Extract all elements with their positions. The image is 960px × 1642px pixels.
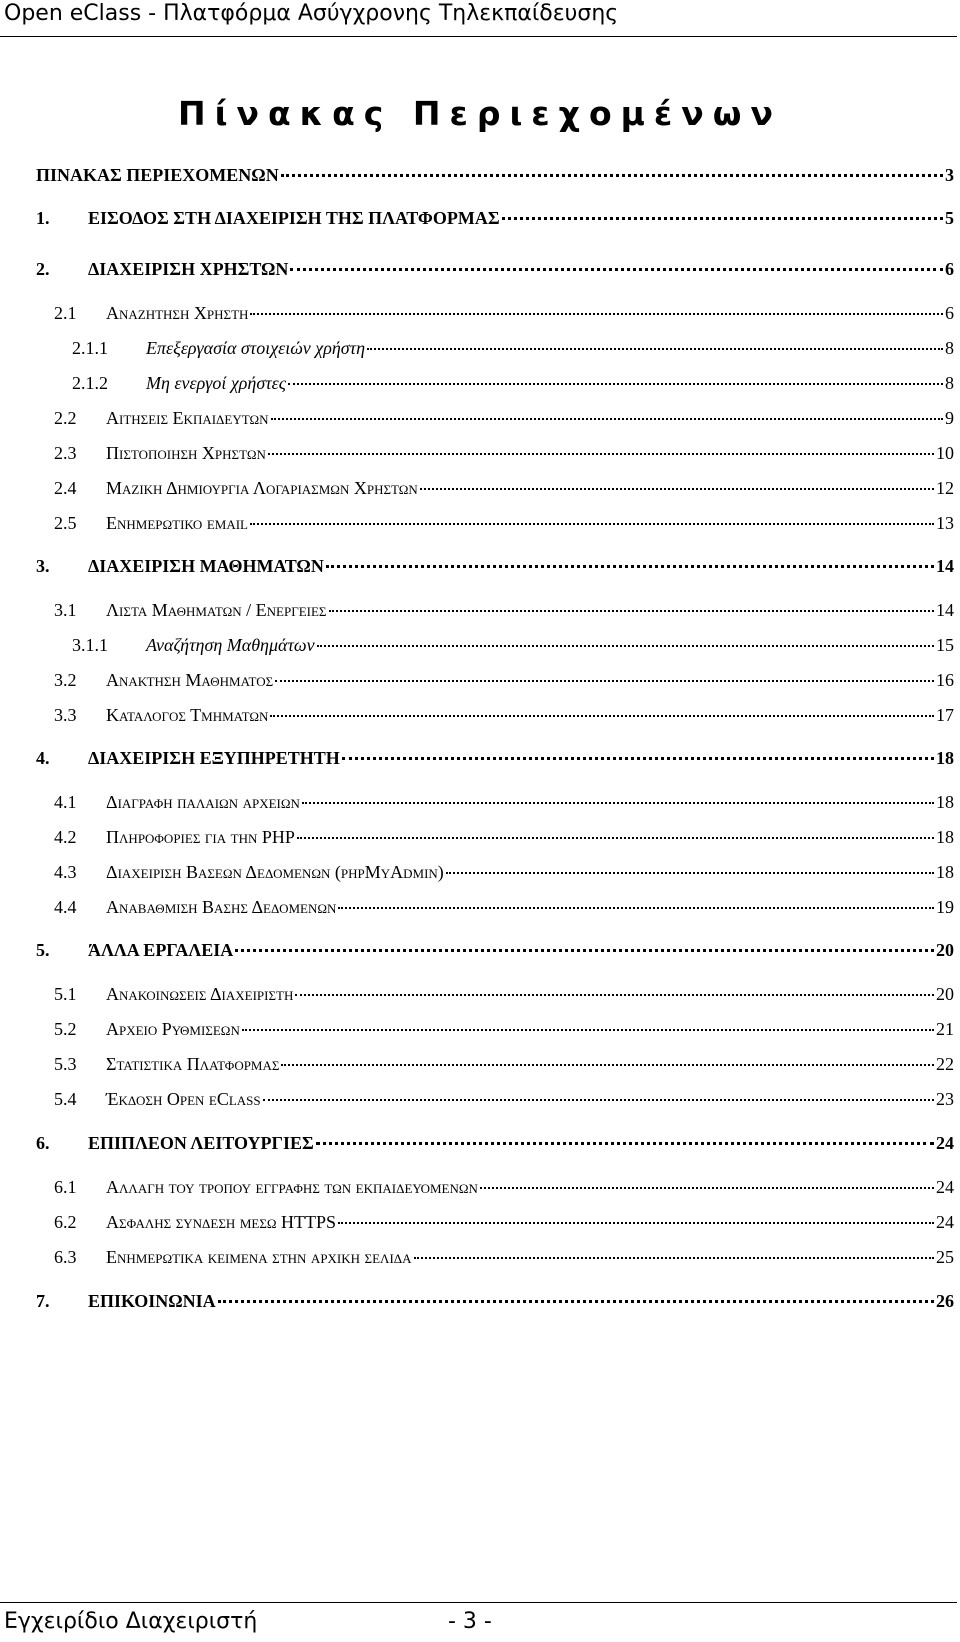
toc-entry-number: 2. <box>36 259 50 279</box>
toc-entry-title: ΕΠΙΠΛΕΟΝ ΛΕΙΤΟΥΡΓΙΕΣ <box>88 1133 314 1153</box>
toc-entry-number: 6.1 <box>54 1177 77 1197</box>
toc-entry-page: 25 <box>936 1247 954 1267</box>
toc-entry-number: 2.2 <box>54 408 77 428</box>
toc-dot-leader <box>281 1064 934 1066</box>
toc-entry-title: ΔΙΑΧΕΙΡΙΣΗ ΧΡΗΣΤΩΝ <box>88 259 289 279</box>
toc-entry-title: ΠΙΝΑΚΑΣ ΠΕΡΙΕΧΟΜΕΝΩΝ <box>36 165 279 185</box>
toc-entry[interactable] <box>0 475 960 501</box>
page-title: Πίνακας Περιεχομένων <box>178 94 782 133</box>
toc-entry[interactable] <box>0 205 960 231</box>
toc-entry-number: 5.1 <box>54 984 77 1004</box>
toc-entry-line <box>106 405 954 431</box>
toc-entry-title: Αρχειο Ρυθμισεων <box>106 1019 240 1039</box>
toc-entry-page: 26 <box>936 1291 954 1311</box>
toc-entry-number: 2.1 <box>54 303 77 323</box>
toc-entry-title: Ασφαλης συνδεση μεσω HTTPS <box>106 1212 337 1232</box>
toc-entry-number: 3.1 <box>54 600 77 620</box>
toc-dot-leader <box>326 565 934 568</box>
toc-entry-title: ΔΙΑΧΕΙΡΙΣΗ ΜΑΘΗΜΑΤΩΝ <box>88 556 324 576</box>
toc-dot-leader <box>414 1257 934 1259</box>
toc-entry-line <box>106 981 954 1007</box>
toc-entry-page: 24 <box>936 1133 954 1153</box>
toc-entry-page: 18 <box>936 827 954 847</box>
toc-dot-leader <box>502 217 943 220</box>
toc-entry-title: Ανακοινωσεις Διαχειριστη <box>106 984 294 1004</box>
toc-entry-line <box>106 440 954 466</box>
toc-entry-title: Μη ενεργοί χρήστες <box>146 373 287 393</box>
toc-entry-line <box>106 824 954 850</box>
toc-entry-title: Αλλαγη του τροπου εγγραφης των εκπαιδευομενων <box>106 1177 478 1197</box>
toc-entry[interactable] <box>0 1130 960 1156</box>
toc-entry-number: 3.1.1 <box>72 635 108 655</box>
toc-entry-title: Πληροφοριες για την PHP <box>106 827 295 847</box>
toc-dot-leader <box>263 1099 934 1101</box>
toc-entry-line <box>106 702 954 728</box>
toc-entry-title: Έκδοση Open eClass <box>106 1089 261 1109</box>
toc-entry-number: 2.5 <box>54 513 77 533</box>
toc-entry-page: 18 <box>936 862 954 882</box>
toc-entry-line <box>146 632 954 658</box>
toc-entry-line <box>106 300 954 326</box>
toc-entry-page: 8 <box>945 338 954 358</box>
toc-dot-leader <box>295 994 934 996</box>
toc-dot-leader <box>302 802 934 804</box>
toc-entry[interactable] <box>0 335 960 361</box>
toc-dot-leader <box>235 949 934 952</box>
toc-entry-line <box>88 256 954 282</box>
toc-dot-leader <box>275 680 934 682</box>
toc-dot-leader <box>338 1222 934 1224</box>
toc-entry[interactable] <box>0 789 960 815</box>
toc-entry[interactable] <box>0 256 960 282</box>
toc-dot-leader <box>338 907 934 909</box>
toc-entry-title: Πιστοποιηση Χρηστων <box>106 443 266 463</box>
toc-entry-line <box>106 475 954 501</box>
toc-entry-number: 5.3 <box>54 1054 77 1074</box>
toc-entry-number: 2.3 <box>54 443 77 463</box>
toc-dot-leader <box>250 523 934 525</box>
toc-entry[interactable] <box>0 162 960 188</box>
toc-entry-page: 15 <box>936 635 954 655</box>
toc-entry-page: 10 <box>936 443 954 463</box>
toc-entry-line <box>106 510 954 536</box>
toc-entry-number: 3.3 <box>54 705 77 725</box>
toc-dot-leader <box>420 488 934 490</box>
toc-dot-leader <box>242 1029 934 1031</box>
toc-entry-line <box>106 894 954 920</box>
toc-entry-title: Αναζήτηση Μαθημάτων <box>146 635 315 655</box>
toc-entry-number: 3.2 <box>54 670 77 690</box>
toc-entry-page: 19 <box>936 897 954 917</box>
toc-entry-page: 9 <box>945 408 954 428</box>
toc-dot-leader <box>270 715 934 717</box>
toc-dot-leader <box>317 645 934 647</box>
toc-entry-title: Διαχειριση Βασεων Δεδομενων (phpMyAdmin) <box>106 862 444 882</box>
toc-entry-line <box>106 859 954 885</box>
toc-entry-title: ΕΙΣΟΔΟΣ ΣΤΗ ΔΙΑΧΕΙΡΙΣΗ ΤΗΣ ΠΛΑΤΦΟΡΜΑΣ <box>88 208 500 228</box>
toc-entry[interactable] <box>0 553 960 579</box>
toc-entry-page: 24 <box>936 1177 954 1197</box>
toc-entry-line <box>106 1086 954 1112</box>
toc-entry[interactable] <box>0 597 960 623</box>
toc-entry-page: 6 <box>945 303 954 323</box>
toc-entry-page: 23 <box>936 1089 954 1109</box>
toc-entry[interactable] <box>0 405 960 431</box>
toc-dot-leader <box>480 1187 934 1189</box>
toc-entry-line <box>146 335 954 361</box>
toc-entry-number: 6. <box>36 1133 50 1153</box>
toc-entry-number: 3. <box>36 556 50 576</box>
toc-entry-page: 16 <box>936 670 954 690</box>
toc-entry[interactable] <box>0 1244 960 1270</box>
toc-dot-leader <box>218 1300 934 1303</box>
toc-entry-title: ΆΛΛΑ ΕΡΓΑΛΕΙΑ <box>88 940 234 960</box>
toc-entry[interactable] <box>0 894 960 920</box>
toc-entry-number: 2.1.1 <box>72 338 108 358</box>
toc-entry-number: 7. <box>36 1291 50 1311</box>
toc-entry-page: 3 <box>945 165 954 185</box>
toc-entry[interactable] <box>0 440 960 466</box>
footer-rule <box>0 1602 957 1603</box>
toc-entry-page: 20 <box>936 984 954 1004</box>
toc-entry[interactable] <box>0 510 960 536</box>
toc-entry-title: ΕΠΙΚΟΙΝΩΝΙΑ <box>88 1291 216 1311</box>
toc-entry-number: 4. <box>36 748 50 768</box>
toc-dot-leader <box>268 453 934 455</box>
toc-entry-number: 2.1.2 <box>72 373 108 393</box>
toc-entry[interactable] <box>0 1209 960 1235</box>
toc-entry-line <box>106 1051 954 1077</box>
toc-entry-number: 6.2 <box>54 1212 77 1232</box>
toc-entry-number: 4.4 <box>54 897 77 917</box>
toc-entry-number: 4.3 <box>54 862 77 882</box>
toc-entry-number: 5.2 <box>54 1019 77 1039</box>
toc-entry-page: 21 <box>936 1019 954 1039</box>
toc-entry-line <box>88 1130 954 1156</box>
toc-entry-number: 5. <box>36 940 50 960</box>
header-title: Open eClass - Πλατφόρμα Ασύγχρονης Τηλεκπαίδευσης <box>4 1 619 26</box>
toc-entry-line <box>88 205 954 231</box>
toc-entry[interactable] <box>0 370 960 396</box>
toc-entry-line <box>106 597 954 623</box>
toc-entry-page: 14 <box>936 556 954 576</box>
toc-dot-leader <box>250 313 943 315</box>
toc-entry-line <box>88 745 954 771</box>
toc-entry-title: Διαγραφη παλαιων αρχειων <box>106 792 300 812</box>
toc-entry[interactable] <box>0 859 960 885</box>
toc-entry-line <box>88 553 954 579</box>
toc-entry-page: 17 <box>936 705 954 725</box>
toc-entry-page: 6 <box>945 259 954 279</box>
page-footer <box>0 1600 960 1642</box>
toc-entry-title: Ενημερωτικα κειμενα στην αρχικη σελιδα <box>106 1247 412 1267</box>
toc-entry-title: Λιστα Μαθηματων / Ενεργειες <box>106 600 327 620</box>
toc-dot-leader <box>316 1142 934 1145</box>
toc-entry-line <box>106 667 954 693</box>
toc-entry-page: 14 <box>936 600 954 620</box>
toc-entry-title: Στατιστικα Πλατφορμας <box>106 1054 280 1074</box>
toc-entry-number: 5.4 <box>54 1089 77 1109</box>
toc-entry-title: Καταλογος Τμηματων <box>106 705 269 725</box>
toc-entry-line <box>106 1174 954 1200</box>
toc-entry[interactable] <box>0 937 960 963</box>
toc-entry[interactable] <box>0 1016 960 1042</box>
toc-entry[interactable] <box>0 1288 960 1314</box>
toc-dot-leader <box>367 348 943 350</box>
toc-entry-line <box>88 937 954 963</box>
toc-dot-leader <box>281 174 943 177</box>
toc-entry-title: Αναζητηση Χρηστη <box>106 303 249 323</box>
toc-entry-line <box>106 1244 954 1270</box>
toc-entry-title: ΔΙΑΧΕΙΡΙΣΗ ΕΞΥΠΗΡΕΤΗΤΗ <box>88 748 340 768</box>
toc-entry-line <box>106 1209 954 1235</box>
toc-entry-title: Αιτησεις Εκπαιδευτων <box>106 408 269 428</box>
toc-entry[interactable] <box>0 632 960 658</box>
toc-entry-number: 1. <box>36 208 50 228</box>
footer-page-number: - 3 - <box>448 1609 492 1634</box>
toc-entry-title: Μαζικη Δημιουργια Λογαριασμων Χρηστων <box>106 478 418 498</box>
toc-entry[interactable] <box>0 300 960 326</box>
toc-entry-page: 24 <box>936 1212 954 1232</box>
toc-entry[interactable] <box>0 702 960 728</box>
toc-dot-leader <box>329 610 935 612</box>
toc-entry-title: Αναβαθμιση Βασης Δεδομενων <box>106 897 337 917</box>
toc-entry-number: 6.3 <box>54 1247 77 1267</box>
toc-entry-page: 13 <box>936 513 954 533</box>
toc-entry-line <box>146 370 954 396</box>
toc-dot-leader <box>342 757 934 760</box>
toc-entry[interactable] <box>0 745 960 771</box>
toc-entry[interactable] <box>0 824 960 850</box>
toc-entry-line <box>36 162 954 188</box>
toc-entry-line <box>106 1016 954 1042</box>
toc-entry-number: 2.4 <box>54 478 77 498</box>
toc-dot-leader <box>446 872 934 874</box>
toc-entry-line <box>106 789 954 815</box>
toc-dot-leader <box>297 837 934 839</box>
toc-entry-page: 5 <box>945 208 954 228</box>
toc-entry-line <box>88 1288 954 1314</box>
toc-dot-leader <box>288 383 943 385</box>
toc-entry-title: Ενημερωτικο email <box>106 513 248 533</box>
toc-entry-title: Επεξεργασία στοιχειών χρήστη <box>146 338 366 358</box>
footer-manual-title: Εγχειρίδιο Διαχειριστή <box>4 1609 258 1634</box>
toc-entry-number: 4.2 <box>54 827 77 847</box>
toc-dot-leader <box>271 418 944 420</box>
toc-entry[interactable] <box>0 1051 960 1077</box>
toc-entry-page: 20 <box>936 940 954 960</box>
toc-entry-page: 18 <box>936 792 954 812</box>
toc-entry-page: 22 <box>936 1054 954 1074</box>
toc-dot-leader <box>290 268 943 271</box>
toc-entry[interactable] <box>0 667 960 693</box>
toc-entry[interactable] <box>0 1174 960 1200</box>
toc-entry-page: 18 <box>936 748 954 768</box>
toc-entry-title: Ανακτηση Μαθηματος <box>106 670 274 690</box>
toc-entry[interactable] <box>0 981 960 1007</box>
toc-entry-page: 8 <box>945 373 954 393</box>
toc-entry[interactable] <box>0 1086 960 1112</box>
toc-entry-page: 12 <box>936 478 954 498</box>
toc-entry-number: 4.1 <box>54 792 77 812</box>
